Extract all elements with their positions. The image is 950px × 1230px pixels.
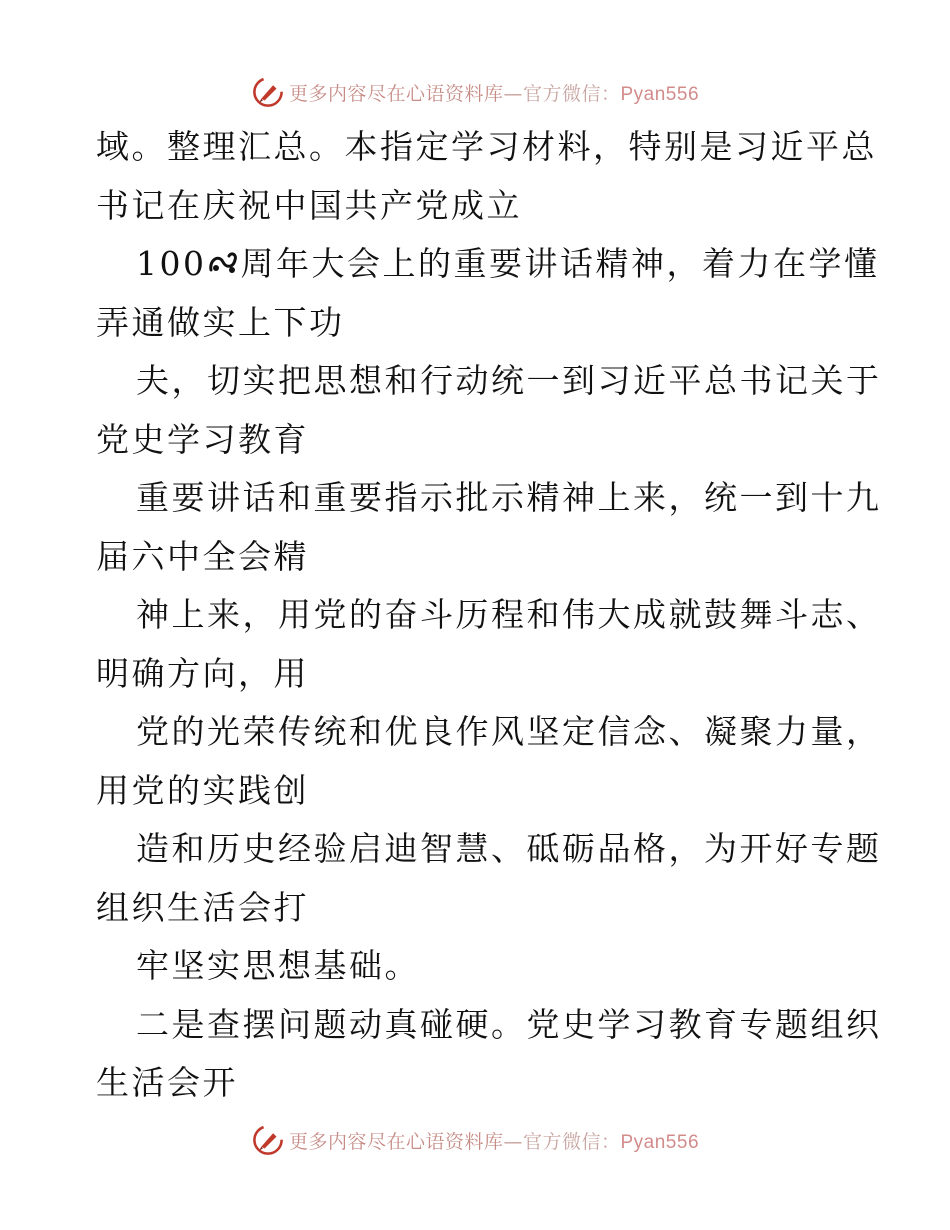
pen-nib-logo-icon	[251, 75, 285, 109]
watermark-dash: —	[503, 82, 523, 105]
watermark-wechat: 官方微信：	[522, 82, 621, 105]
text-line: 用党的实践创	[96, 770, 309, 810]
document-body	[96, 118, 882, 1113]
pen-nib-logo-icon	[251, 1123, 285, 1157]
text-line: 造和历史经验启迪智慧、砥砺品格，为开好专题	[136, 829, 882, 868]
text-line	[96, 235, 880, 294]
watermark-id: Pyan556	[620, 83, 700, 105]
text-line: 神上来，用党的奋斗历程和伟大成就鼓舞斗志、	[136, 595, 882, 634]
text-line: 二是查摆问题动真碰硬。党史学习教育专题组织	[136, 1004, 882, 1044]
watermark-text	[289, 1127, 699, 1154]
text-segment: 周年大会上的重要讲话精神，着力在学懂	[240, 244, 880, 283]
text-line: 生活会开	[96, 1063, 238, 1102]
watermark-id: Pyan556	[620, 1131, 700, 1153]
text-line: 组织生活会打	[96, 887, 309, 927]
text-line: 党史学习教育	[96, 419, 309, 459]
text-line: 域。整理汇总。本指定学习材料，特别是习近平总	[96, 127, 877, 166]
text-line: 党的光荣传统和优良作风坚定信念、凝聚力量，	[136, 712, 882, 751]
text-line: 书记在庆祝中国共产党成立	[96, 185, 522, 225]
watermark-brand: 更多内容尽在心语资料库	[288, 82, 504, 105]
text-line: 届六中全会精	[96, 536, 309, 576]
footer-watermark	[0, 1120, 950, 1160]
text-line: 弄通做实上下功	[96, 302, 345, 342]
text-line: 明确方向，用	[96, 653, 309, 693]
watermark-brand: 更多内容尽在心语资料库	[288, 1130, 504, 1153]
text-number: 100	[136, 244, 207, 283]
text-line: 夫，切实把思想和行动统一到习近平总书记关于	[136, 361, 882, 400]
text-line: 牢坚实思想基础。	[136, 946, 420, 985]
watermark-wechat: 官方微信：	[522, 1130, 621, 1153]
header-watermark	[0, 72, 950, 112]
text-line: 重要讲话和重要指示批示精神上来，统一到十九	[136, 478, 882, 517]
watermark-text	[289, 79, 699, 106]
watermark-dash: —	[503, 1130, 523, 1153]
ornament-glyph-icon	[207, 248, 241, 278]
